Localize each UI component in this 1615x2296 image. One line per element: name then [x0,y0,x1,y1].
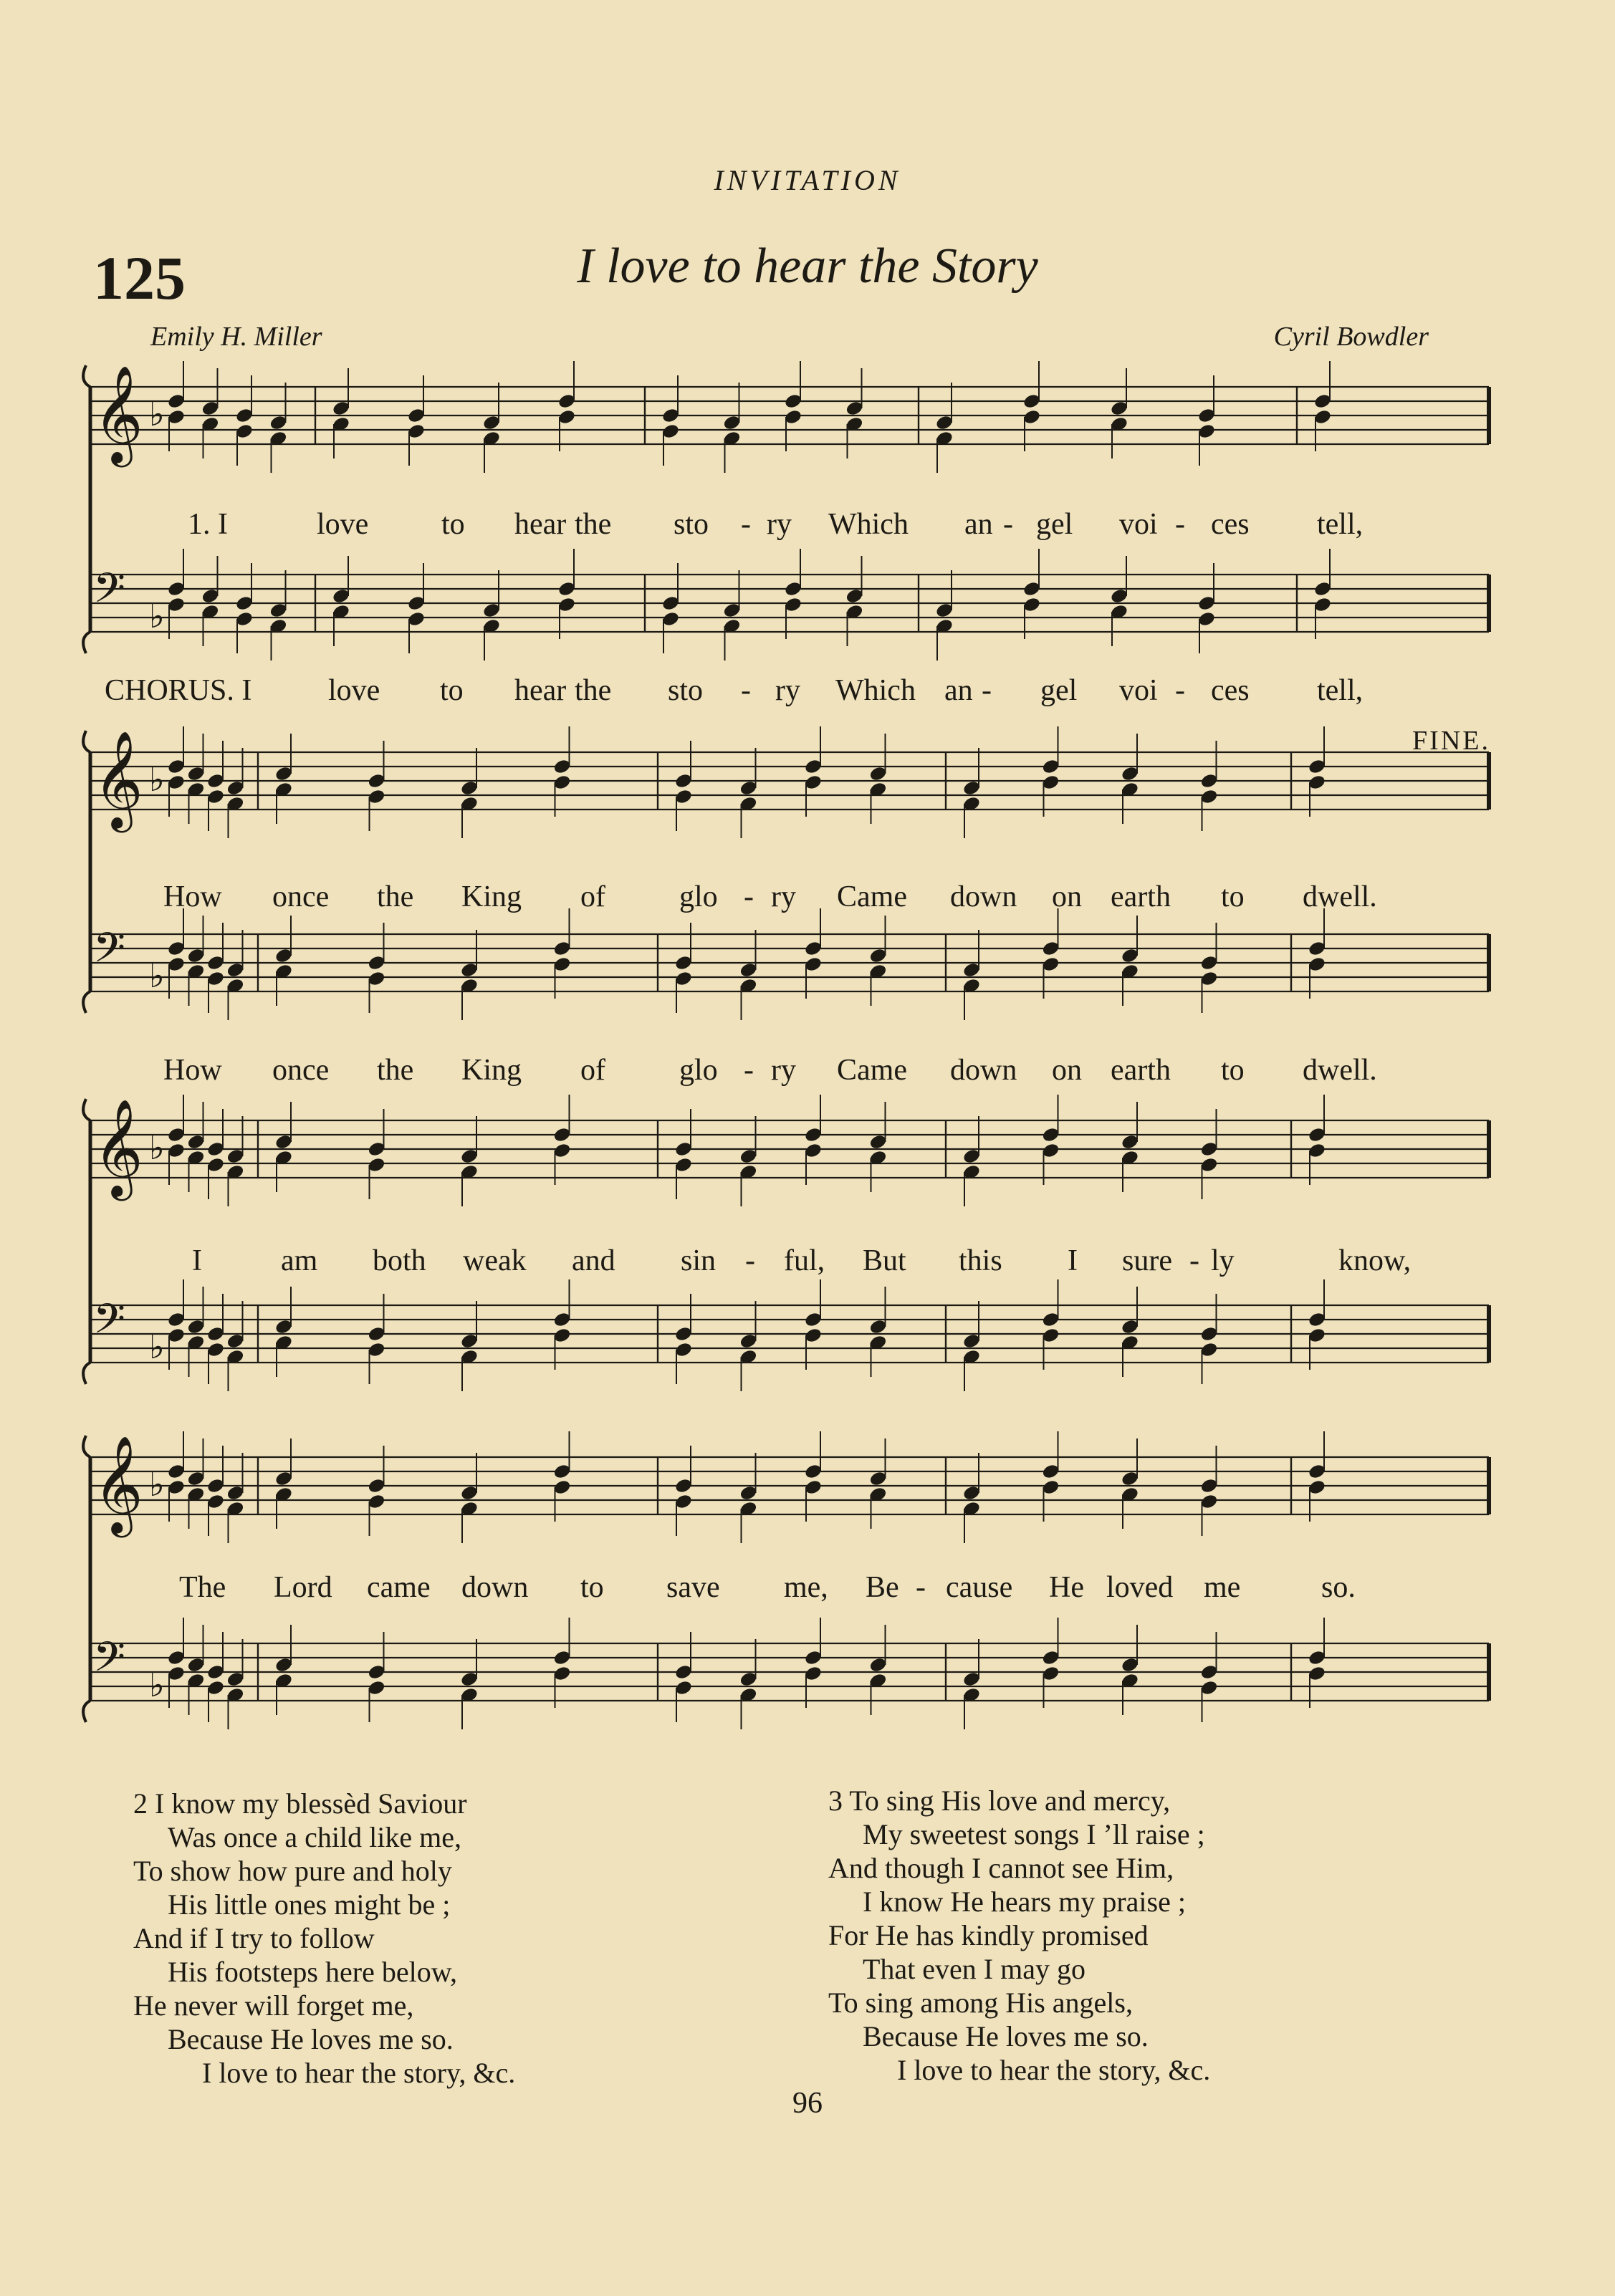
lyric-syllable: the [377,1054,414,1087]
lyric-syllable: glo [679,880,718,913]
bracket-hook [83,991,90,1013]
lyric-syllable: dwell. [1303,1054,1377,1087]
bass-clef-icon: 𝄢 [93,564,126,623]
bracket-hook [83,1363,90,1384]
lyric-line [0,1053,1615,1096]
lyric-syllable: me, [784,1571,828,1604]
lyric-syllable: down [950,880,1017,913]
verse-2 [133,1787,515,2090]
lyric-syllable: CHORUS. I [105,674,252,707]
verse-line: I love to hear the story, &c. [202,2057,516,2089]
lyric-syllable: save [666,1571,720,1604]
lyric-syllable: Which [835,674,916,707]
verse-line: 2 I know my blessèd Saviour [133,1787,467,1820]
treble-clef-icon: 𝄞 [93,1097,143,1196]
hymn-number: 125 [93,244,186,312]
lyric-syllable: to [1221,1054,1245,1087]
lyric-syllable: loved [1106,1571,1174,1604]
lyric-syllable: gel [1036,508,1073,541]
lyric-syllable: ry [767,508,792,541]
lyric-syllable: - [1175,674,1185,707]
lyric-syllable: know, [1338,1244,1412,1277]
verse-line: Because He loves me so. [168,2023,454,2055]
lyric-syllable: - [741,508,751,541]
lyric-syllable: - [1003,508,1013,541]
bracket-hook [83,731,90,752]
bass-clef-icon: 𝄢 [93,1294,126,1353]
lyric-syllable: down [461,1571,529,1604]
lyric-syllable: both [373,1244,426,1277]
composer-credit: Cyril Bowdler [1273,322,1429,352]
verse-line: My sweetest songs I ’ll raise ; [863,1818,1205,1850]
lyric-syllable: glo [679,1054,718,1087]
lyric-syllable: Lord [274,1571,332,1604]
lyric-syllable: so. [1321,1571,1356,1604]
lyric-syllable: and [572,1244,615,1277]
lyric-syllable: voi [1119,674,1158,707]
flat-icon: ♭ [149,760,165,799]
lyric-syllable: sto [674,508,709,541]
verse-line: 3 To sing His love and mercy, [828,1785,1171,1817]
lyric-syllable: ry [771,1054,796,1087]
lyric-syllable: - [744,880,754,913]
lyric-syllable: dwell. [1303,880,1377,913]
flat-icon: ♭ [149,395,165,433]
verse-line: That even I may go [863,1953,1086,1985]
lyric-syllable: - [744,1054,754,1087]
lyric-syllable: love [328,674,380,707]
lyric-syllable: I [1068,1244,1078,1277]
lyric-syllable: to [441,508,465,541]
lyric-syllable: weak [463,1244,527,1277]
verse-3 [828,1784,1210,2087]
lyric-syllable: Came [837,1054,907,1087]
lyric-syllable: an [964,508,993,541]
lyric-syllable: But [863,1244,906,1277]
lyric-syllable: an [944,674,973,707]
lyric-syllable: of [580,880,605,913]
lyric-syllable: the [377,880,414,913]
lyric-line [0,1244,1615,1287]
lyric-syllable: ces [1211,674,1250,707]
treble-clef-icon: 𝄞 [93,364,143,463]
bracket-hook [83,632,90,653]
flat-icon: ♭ [149,597,165,635]
lyric-line [0,1570,1615,1613]
lyric-syllable: Which [828,508,909,541]
lyric-syllable: He [1049,1571,1084,1604]
verse-line: Because He loves me so. [863,2020,1149,2052]
lyric-syllable: me [1204,1571,1241,1604]
lyric-syllable: King [461,880,522,913]
bracket-hook [83,1099,90,1120]
flat-icon: ♭ [149,1327,165,1366]
fine-mark: FINE. [1412,726,1490,756]
verse-line: And if I try to follow [133,1922,375,1954]
verse-line: And though I cannot see Him, [828,1852,1174,1884]
verse-line: I know He hears my praise ; [863,1886,1186,1918]
bracket-hook [83,1701,90,1722]
lyric-syllable: the [575,674,612,707]
lyric-syllable: Be [866,1571,899,1604]
lyric-syllable: this [959,1244,1002,1277]
lyric-syllable: am [281,1244,318,1277]
lyric-syllable: hear [514,674,567,707]
lyric-line [0,673,1615,716]
lyric-syllable: - [741,674,751,707]
lyric-syllable: on [1052,880,1082,913]
lyric-syllable: down [950,1054,1017,1087]
lyric-syllable: to [440,674,464,707]
section-header: INVITATION [714,164,901,196]
bass-clef-icon: 𝄢 [93,1633,126,1691]
flat-icon: ♭ [149,1666,165,1704]
flat-icon: ♭ [149,1128,165,1167]
bracket-hook [83,1436,90,1457]
verse-line: His footsteps here below, [168,1956,457,1988]
lyric-syllable: ly [1211,1244,1235,1277]
lyric-syllable: to [580,1571,604,1604]
page-number: 96 [792,2087,823,2120]
lyric-syllable: King [461,1054,522,1087]
treble-clef-icon: 𝄞 [93,729,143,828]
bass-clef-icon: 𝄢 [93,923,126,982]
verse-line: Was once a child like me, [168,1821,461,1853]
lyric-syllable: sto [668,674,704,707]
lyric-syllable: the [575,508,612,541]
lyric-syllable: once [272,1054,330,1087]
lyric-syllable: - [1189,1244,1199,1277]
bracket-hook [83,365,90,387]
lyric-syllable: tell, [1317,674,1364,707]
lyric-syllable: sin [681,1244,717,1277]
verse-line: To sing among His angels, [828,1987,1133,2019]
verse-line: His little ones might be ; [168,1888,451,1921]
lyric-syllable: ful, [784,1244,825,1277]
verse-line: For He has kindly promised [828,1919,1149,1951]
flat-icon: ♭ [149,1465,165,1504]
lyric-syllable: gel [1040,674,1078,707]
lyric-syllable: ry [771,880,796,913]
lyric-syllable: How [163,880,222,913]
lyric-syllable: on [1052,1054,1082,1087]
hymn-title: I love to hear the Story [577,239,1038,294]
lyric-syllable: Came [837,880,907,913]
lyric-syllable: ces [1211,508,1250,541]
lyric-line [0,507,1615,550]
lyric-syllable: - [745,1244,755,1277]
lyric-syllable: I [192,1244,202,1277]
treble-clef-icon: 𝄞 [93,1434,143,1533]
lyric-syllable: ry [775,674,800,707]
lyric-syllable: 1. I [188,508,228,541]
lyric-syllable: sure [1122,1244,1172,1277]
lyric-syllable: love [317,508,369,541]
lyric-syllable: tell, [1317,508,1364,541]
lyric-syllable: voi [1119,508,1158,541]
lyric-syllable: - [916,1571,926,1604]
lyric-syllable: - [1175,508,1185,541]
verse-line: He never will forget me, [133,1989,414,2022]
verse-line: I love to hear the story, &c. [897,2054,1211,2086]
verse-line: To show how pure and holy [133,1855,452,1887]
lyric-syllable: earth [1111,1054,1171,1087]
author-credit: Emily H. Miller [150,322,322,352]
lyric-syllable: came [367,1571,431,1604]
flat-icon: ♭ [149,956,165,995]
lyric-syllable: once [272,880,330,913]
lyric-syllable: of [580,1054,605,1087]
lyric-syllable: to [1221,880,1245,913]
lyric-syllable: hear [514,508,567,541]
lyric-line [0,880,1615,923]
lyric-syllable: How [163,1054,222,1087]
lyric-syllable: cause [946,1571,1013,1604]
lyric-syllable: earth [1111,880,1171,913]
lyric-syllable: The [179,1571,226,1604]
lyric-syllable: - [982,674,992,707]
